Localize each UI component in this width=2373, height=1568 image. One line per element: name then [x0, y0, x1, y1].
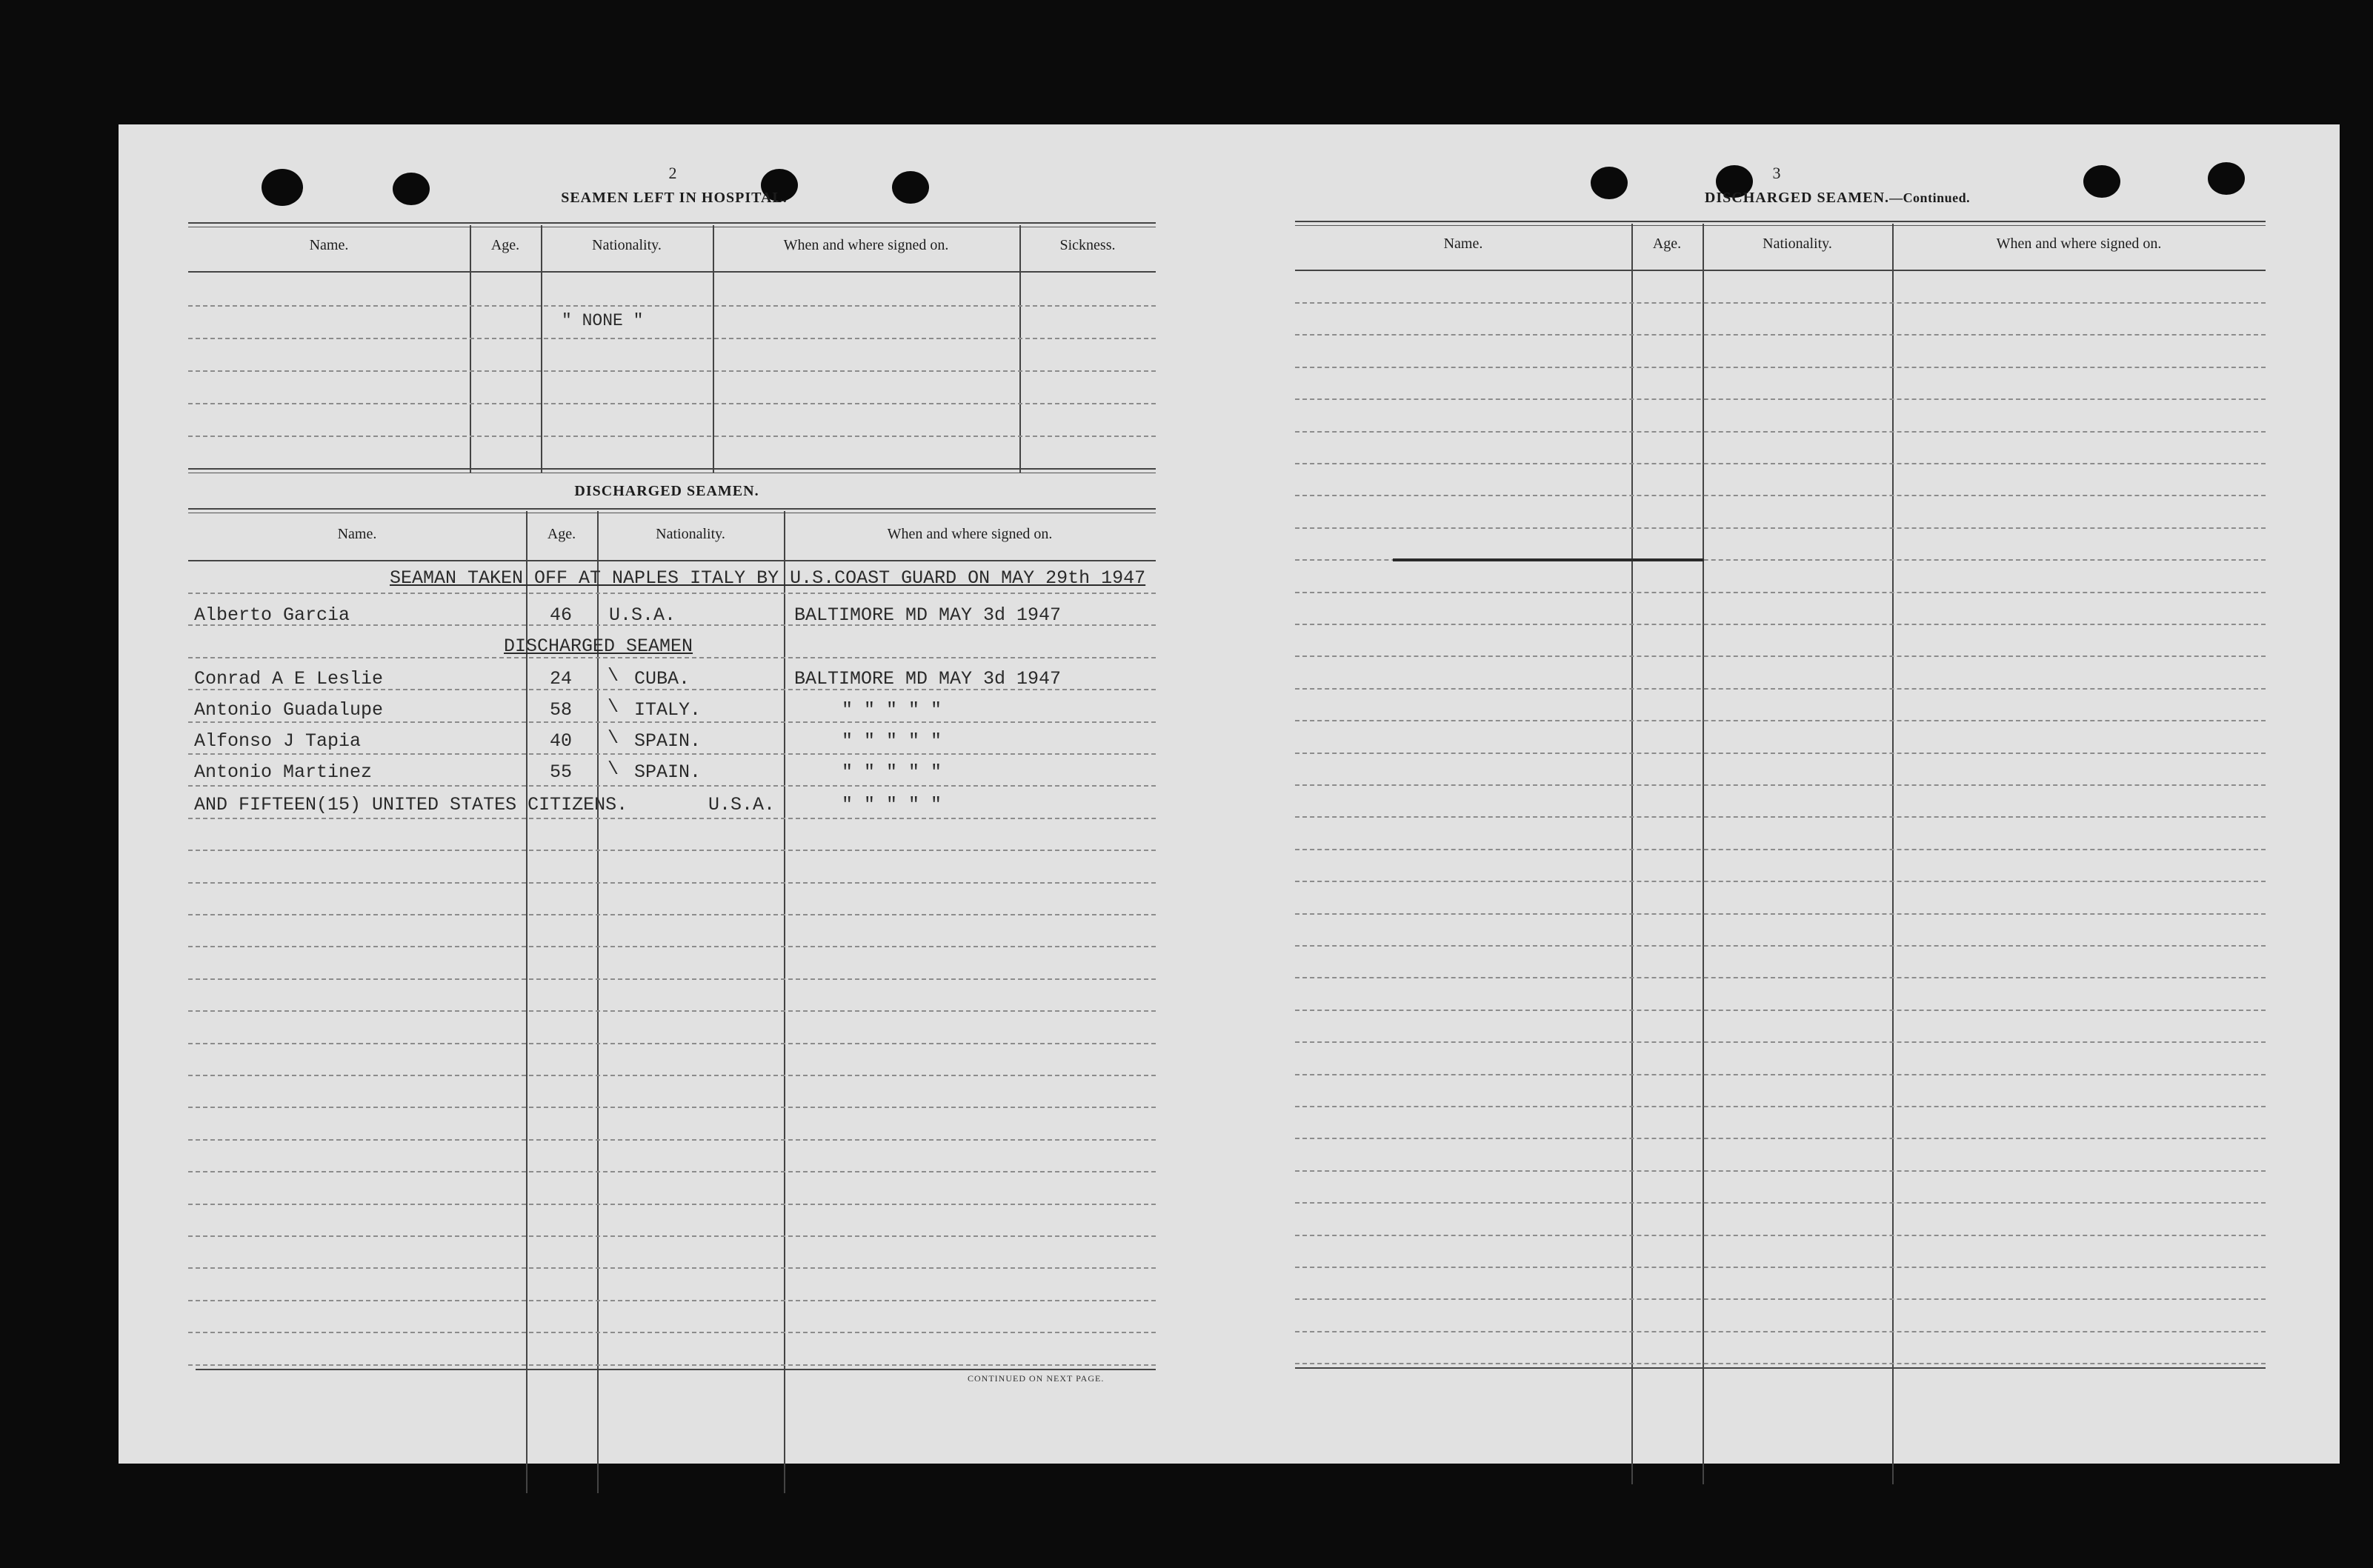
seaman-signed-on: " " " " ": [842, 699, 942, 721]
seaman-age: 55: [550, 761, 573, 783]
entry-line: [1295, 881, 2266, 882]
coast-guard-note: SEAMAN TAKEN OFF AT NAPLES ITALY BY U.S.COAST GUARD ON MAY 29th 1947: [390, 567, 1146, 589]
punch-hole: [2083, 165, 2120, 198]
entry-line: [188, 1235, 1156, 1237]
entry-line: [188, 1267, 1156, 1269]
seaman-name: Alberto Garcia: [194, 604, 350, 626]
seaman-nationality: SPAIN.: [634, 761, 702, 783]
discharged-subheading: DISCHARGED SEAMEN: [504, 635, 693, 657]
entry-line: [1295, 1235, 2266, 1236]
right-col-nationality: Nationality.: [1763, 236, 1832, 252]
discharged-section-title: DISCHARGED SEAMEN.: [574, 483, 759, 499]
entry-line: [188, 338, 1156, 339]
seaman-nationality: U.S.A.: [708, 794, 776, 815]
entry-line: [1295, 334, 2266, 336]
discharged-col-age: Age.: [547, 526, 576, 542]
seaman-name: Conrad A E Leslie: [194, 668, 384, 690]
seaman-age: 40: [550, 730, 573, 752]
table-top-rule: [1295, 221, 2266, 226]
entry-line: [188, 785, 1156, 787]
entry-line: [188, 305, 1156, 307]
entry-line: [1295, 913, 2266, 915]
entry-line: [1295, 1298, 2266, 1300]
seaman-signed-on: " " " " ": [842, 761, 942, 783]
entry-line: [188, 882, 1156, 884]
entry-line: [1295, 816, 2266, 818]
seaman-nationality: SPAIN.: [634, 730, 702, 752]
punch-hole: [393, 173, 430, 205]
entry-line: [1295, 1331, 2266, 1332]
seaman-signed-on: " " " " ": [842, 730, 942, 752]
entry-line: [188, 914, 1156, 915]
right-col-name: Name.: [1443, 236, 1483, 252]
entry-line: [1295, 977, 2266, 978]
table-top-rule: [188, 508, 1156, 513]
entry-line: [1295, 495, 2266, 496]
seaman-age: 58: [550, 699, 573, 721]
entry-line: [188, 753, 1156, 755]
tick-mark: \: [608, 758, 619, 780]
column-divider: [1892, 224, 1894, 1484]
seaman-signed-on: BALTIMORE MD MAY 3d 1947: [794, 668, 1062, 690]
column-divider: [1703, 224, 1704, 1484]
header-rule: [1295, 270, 2266, 271]
entry-line: [1295, 784, 2266, 786]
right-section-title-text: DISCHARGED SEAMEN.: [1704, 190, 1890, 206]
entry-line: [1295, 1010, 2266, 1011]
entry-line: [188, 1010, 1156, 1012]
right-col-age: Age.: [1652, 236, 1682, 252]
entry-line: [188, 1171, 1156, 1172]
table-bottom-rule: [1295, 1367, 2266, 1369]
hospital-col-name: Name.: [309, 237, 349, 253]
seaman-signed-on: " " " " ": [842, 794, 942, 815]
tick-mark: \: [608, 727, 619, 749]
entry-line: [1295, 688, 2266, 690]
entry-line: [188, 1107, 1156, 1108]
discharged-col-nationality: Nationality.: [656, 526, 725, 542]
tick-mark: \: [608, 665, 619, 687]
cancel-stroke: [1393, 558, 1704, 561]
entry-line: [188, 978, 1156, 980]
seaman-nationality: CUBA.: [634, 668, 690, 690]
hospital-col-signed-on: When and where signed on.: [783, 237, 949, 253]
page-number-right: 3: [1772, 164, 1781, 182]
entry-line: [188, 1204, 1156, 1205]
right-col-signed-on: When and where signed on.: [1996, 236, 2162, 252]
tick-mark: \: [608, 696, 619, 718]
entry-line: [188, 721, 1156, 723]
seaman-name: Antonio Guadalupe: [194, 699, 384, 721]
seaman-signed-on: BALTIMORE MD MAY 3d 1947: [794, 604, 1062, 626]
hospital-none-entry: " NONE ": [562, 311, 644, 330]
entry-line: [188, 1043, 1156, 1044]
column-divider: [1631, 224, 1633, 1484]
entry-line: [188, 1139, 1156, 1141]
entry-line: [1295, 1202, 2266, 1204]
entry-line: [188, 818, 1156, 819]
column-divider: [784, 511, 785, 1493]
seaman-name: Alfonso J Tapia: [194, 730, 362, 752]
entry-line: [188, 1364, 1156, 1366]
entry-line: [188, 946, 1156, 947]
entry-line: [1295, 1170, 2266, 1172]
hospital-col-age: Age.: [490, 237, 520, 253]
entry-line: [1295, 1074, 2266, 1075]
seaman-age: 46: [550, 604, 573, 626]
entry-line: [1295, 1041, 2266, 1043]
seaman-name: AND FIFTEEN(15) UNITED STATES CITIZENS.: [194, 794, 628, 815]
right-section-title: [1615, 190, 2060, 207]
entry-line: [1295, 720, 2266, 721]
entry-line: [188, 593, 1156, 594]
entry-line: [1295, 527, 2266, 529]
entry-line: [1295, 1106, 2266, 1107]
entry-line: [188, 370, 1156, 372]
entry-line: [188, 850, 1156, 851]
table-top-rule: [188, 222, 1156, 227]
punch-hole: [892, 171, 929, 204]
right-section-title-suffix: —Continued.: [1889, 190, 1971, 205]
punch-hole: [2208, 162, 2245, 195]
page-number-left: 2: [668, 164, 677, 182]
entry-line: [188, 1300, 1156, 1301]
hospital-col-sickness: Sickness.: [1059, 237, 1116, 253]
entry-line: [1295, 398, 2266, 400]
seaman-nationality: U.S.A.: [609, 604, 676, 626]
entry-line: [1295, 655, 2266, 657]
entry-line: [1295, 1267, 2266, 1268]
discharged-col-name: Name.: [337, 526, 377, 542]
entry-line: [1295, 463, 2266, 464]
section-rule: [188, 468, 1156, 473]
entry-line: [1295, 945, 2266, 947]
entry-line: [1295, 624, 2266, 625]
entry-line: [188, 403, 1156, 404]
entry-line: [188, 657, 1156, 658]
entry-line: [1295, 1138, 2266, 1139]
hospital-col-nationality: Nationality.: [592, 237, 662, 253]
entry-line: [1295, 753, 2266, 754]
table-bottom-rule: [196, 1369, 1156, 1370]
entry-line: [188, 1332, 1156, 1333]
entry-line: [1295, 592, 2266, 593]
header-rule: [188, 560, 1156, 561]
entry-line: [1295, 431, 2266, 433]
entry-line: [1295, 302, 2266, 304]
seaman-age: 24: [550, 668, 573, 690]
column-divider: [526, 511, 527, 1493]
entry-line: [188, 436, 1156, 437]
punch-hole: [262, 169, 303, 206]
header-rule: [188, 271, 1156, 273]
entry-line: [1295, 367, 2266, 368]
seaman-name: Antonio Martinez: [194, 761, 373, 783]
entry-line: [188, 1075, 1156, 1076]
hospital-section-title: SEAMEN LEFT IN HOSPITAL.: [561, 190, 788, 206]
manifest-sheet: [119, 124, 2340, 1464]
continued-footer: CONTINUED ON NEXT PAGE.: [968, 1373, 1105, 1384]
seaman-nationality: ITALY.: [634, 699, 702, 721]
entry-line: [1295, 849, 2266, 850]
discharged-col-signed-on: When and where signed on.: [887, 526, 1053, 542]
entry-line: [1295, 1363, 2266, 1364]
column-divider: [597, 511, 599, 1493]
